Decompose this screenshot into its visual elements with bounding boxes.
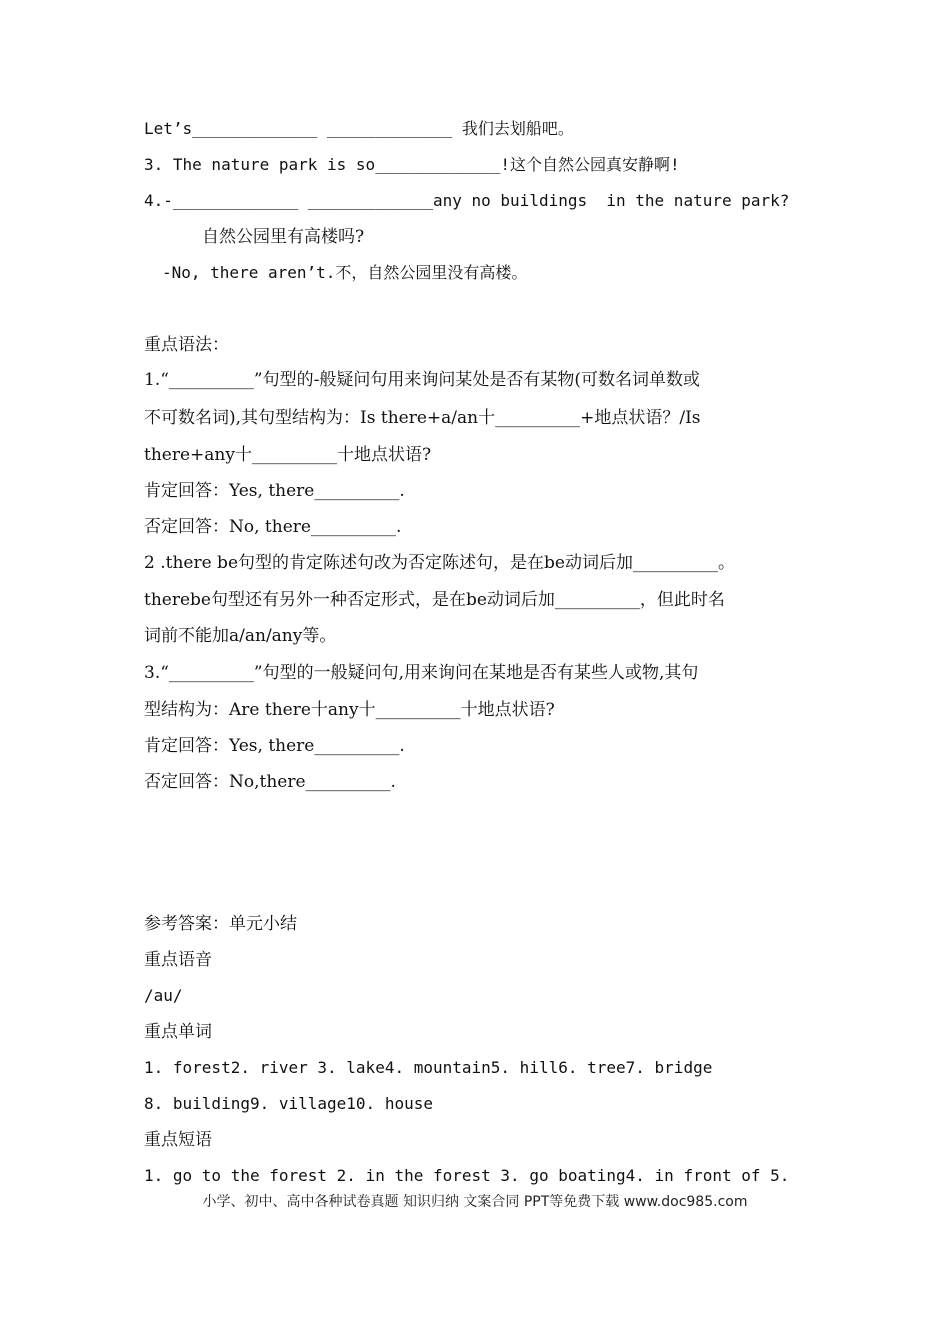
phonics-heading: 重点语音: [144, 950, 212, 970]
page-footer: 小学、初中、高中各种试卷真题 知识归纳 文案合同 PPT等免费下载 www.doc985.com: [202, 1194, 748, 1210]
grammar-line: 型结构为：Are there十any十__________十地点状语?: [144, 700, 555, 720]
grammar-line: there+any十__________十地点状语?: [144, 445, 432, 465]
exercise-line-lets-go-boating: Let’s_____________ _____________ 我们去划船吧。: [144, 119, 574, 138]
exercise-line-4: 4.-_____________ _____________any no buildings in the nature park?: [144, 191, 790, 210]
grammar-line: 肯定回答：Yes, there__________.: [144, 736, 405, 756]
grammar-line: 否定回答：No,there__________.: [144, 772, 396, 792]
words-answer-line: 8. building9. village10. house: [144, 1094, 433, 1113]
grammar-line: 肯定回答：Yes, there__________.: [144, 481, 405, 501]
grammar-line: 1.“__________”句型的-般疑问句用来询问某处是否有某物(可数名词单数或: [144, 370, 700, 390]
grammar-line: 3.“__________”句型的一般疑问句,用来询问在某地是否有某些人或物,其句: [144, 663, 699, 683]
grammar-heading: 重点语法：: [144, 335, 229, 355]
grammar-line: 2 .there be句型的肯定陈述句改为否定陈述句，是在be动词后加__________。: [144, 553, 735, 573]
phrases-heading: 重点短语: [144, 1130, 212, 1150]
phonics-answer: /au/: [144, 986, 183, 1005]
exercise-line-4-translation: 自然公园里有高楼吗?: [202, 227, 365, 247]
words-answer-line: 1. forest2. river 3. lake4. mountain5. hill6. tree7. bridge: [144, 1058, 713, 1077]
exercise-line-4-answer: -No, there aren’t.不，自然公园里没有高楼。: [162, 263, 528, 282]
exercise-line-3: 3. The nature park is so_____________!这个自然公园真安静啊!: [144, 155, 680, 174]
answers-heading: 参考答案：单元小结: [144, 914, 297, 934]
phrases-answer-line: 1. go to the forest 2. in the forest 3. go boating4. in front of 5.: [144, 1166, 790, 1185]
grammar-line: 否定回答：No, there__________.: [144, 517, 402, 537]
grammar-line: 词前不能加a/an/any等。: [144, 626, 337, 646]
grammar-line: therebe句型还有另外一种否定形式，是在be动词后加__________，但此时名: [144, 590, 725, 610]
grammar-line: 不可数名词),其句型结构为：Is there+a/an十__________+地点状语？/Is: [144, 408, 701, 428]
words-heading: 重点单词: [144, 1022, 212, 1042]
